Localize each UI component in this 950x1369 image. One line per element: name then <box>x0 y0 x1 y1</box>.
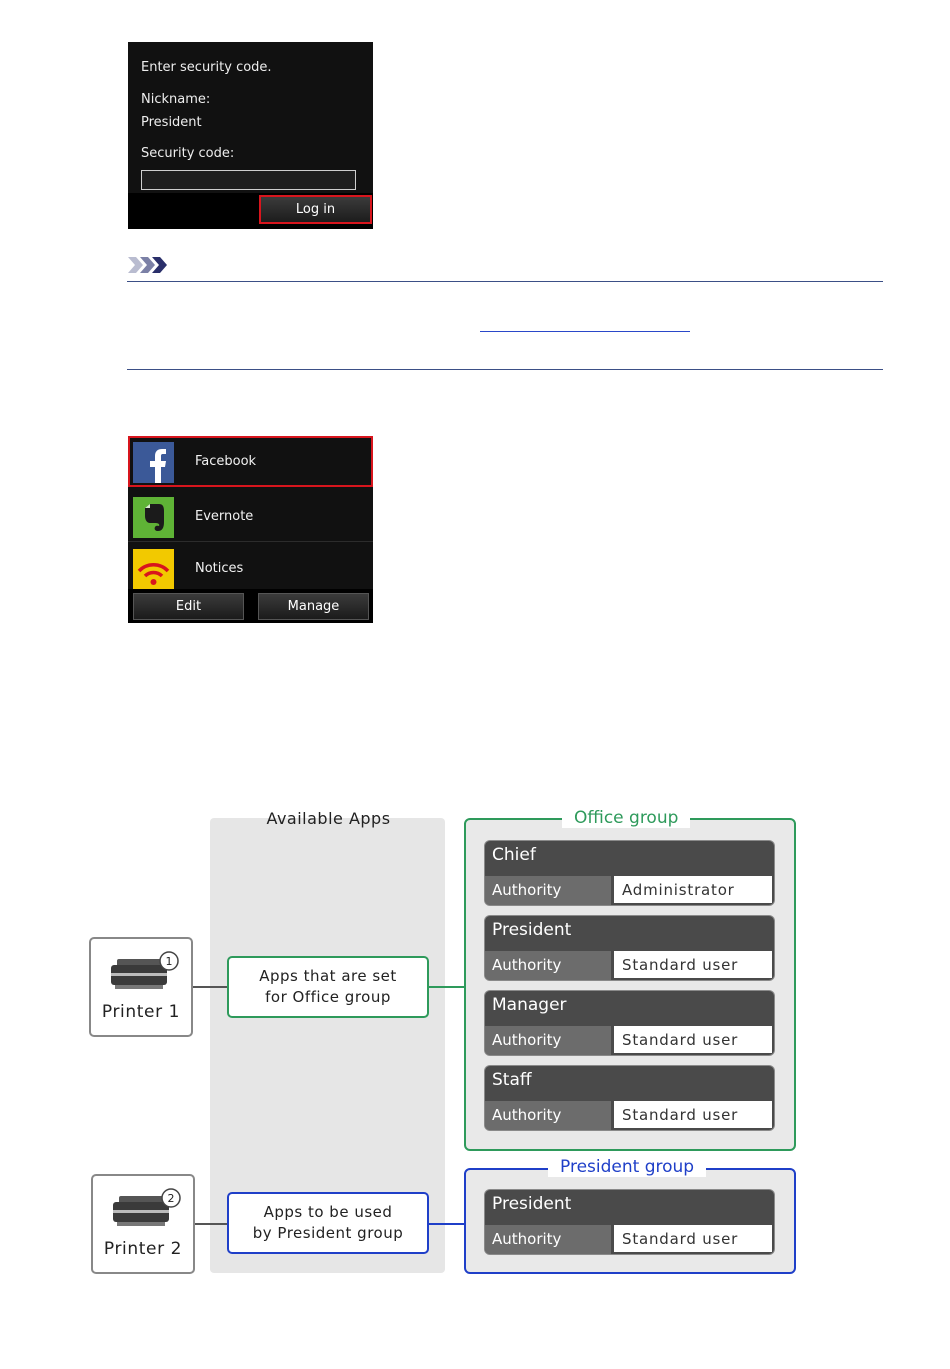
authority-value: Standard user <box>614 1026 772 1053</box>
member-name: Staff <box>492 1070 532 1090</box>
notices-icon <box>133 549 174 590</box>
note-link-underline[interactable] <box>480 331 690 332</box>
manage-button[interactable]: Manage <box>258 593 369 620</box>
app-list-footer <box>128 589 373 623</box>
member-card-president <box>485 916 774 980</box>
president-apps-line2: by President group <box>252 1224 404 1242</box>
authority-label: Authority <box>485 1026 611 1055</box>
connector-printer1 <box>192 986 228 988</box>
printer-icon <box>109 1186 181 1230</box>
note-bottom-rule <box>127 369 883 370</box>
authority-value: Standard user <box>614 1225 772 1252</box>
connector-president <box>429 1223 465 1225</box>
available-apps-title: Available Apps <box>266 809 391 828</box>
connector-office <box>429 986 465 988</box>
member-card-manager <box>485 991 774 1055</box>
app-item-notices[interactable] <box>128 543 373 594</box>
printer-1-badge: 1 <box>165 955 173 968</box>
printer-2-label: Printer 2 <box>103 1239 183 1259</box>
member-card-president-group <box>485 1190 774 1254</box>
app-item-evernote[interactable] <box>128 491 373 542</box>
president-apps-line1: Apps to be used <box>263 1203 393 1221</box>
facebook-icon <box>133 442 174 483</box>
printer-icon <box>107 949 179 993</box>
member-card-chief <box>485 841 774 905</box>
printer-2-badge: 2 <box>167 1192 175 1205</box>
login-screen <box>128 42 373 229</box>
edit-button[interactable]: Edit <box>133 593 244 620</box>
member-name: Manager <box>492 995 567 1015</box>
office-group-title: Office group <box>562 808 690 828</box>
app-label-evernote: Evernote <box>195 509 254 524</box>
printer-1-label: Printer 1 <box>101 1002 181 1022</box>
president-apps-box <box>227 1192 429 1254</box>
app-list-screen <box>128 436 373 623</box>
app-label-facebook: Facebook <box>195 454 257 469</box>
office-apps-box <box>227 956 429 1018</box>
office-apps-line1: Apps that are set <box>259 967 397 985</box>
login-button[interactable]: Log in <box>259 195 372 224</box>
security-code-label: Security code: <box>141 146 235 161</box>
nickname-value: President <box>141 115 202 130</box>
authority-label: Authority <box>485 951 611 980</box>
evernote-icon <box>133 497 174 538</box>
note-icon <box>128 256 170 274</box>
app-item-facebook[interactable] <box>128 436 373 487</box>
nickname-label: Nickname: <box>141 92 211 107</box>
authority-value: Administrator <box>614 876 772 903</box>
authority-label: Authority <box>485 1101 611 1130</box>
printer-2-box <box>91 1174 195 1274</box>
member-name: President <box>492 1194 572 1214</box>
office-apps-line2: for Office group <box>265 988 391 1006</box>
authority-value: Standard user <box>614 1101 772 1128</box>
login-prompt: Enter security code. <box>141 60 272 75</box>
president-group-title: President group <box>548 1157 706 1177</box>
authority-value: Standard user <box>614 951 772 978</box>
connector-printer2 <box>194 1223 228 1225</box>
note-top-rule <box>127 281 883 282</box>
app-label-notices: Notices <box>195 561 244 576</box>
member-name: President <box>492 920 572 940</box>
printer-1-box <box>89 937 193 1037</box>
member-card-staff <box>485 1066 774 1130</box>
authority-label: Authority <box>485 1225 611 1254</box>
member-name: Chief <box>492 845 536 865</box>
security-code-input[interactable] <box>141 170 356 190</box>
authority-label: Authority <box>485 876 611 905</box>
